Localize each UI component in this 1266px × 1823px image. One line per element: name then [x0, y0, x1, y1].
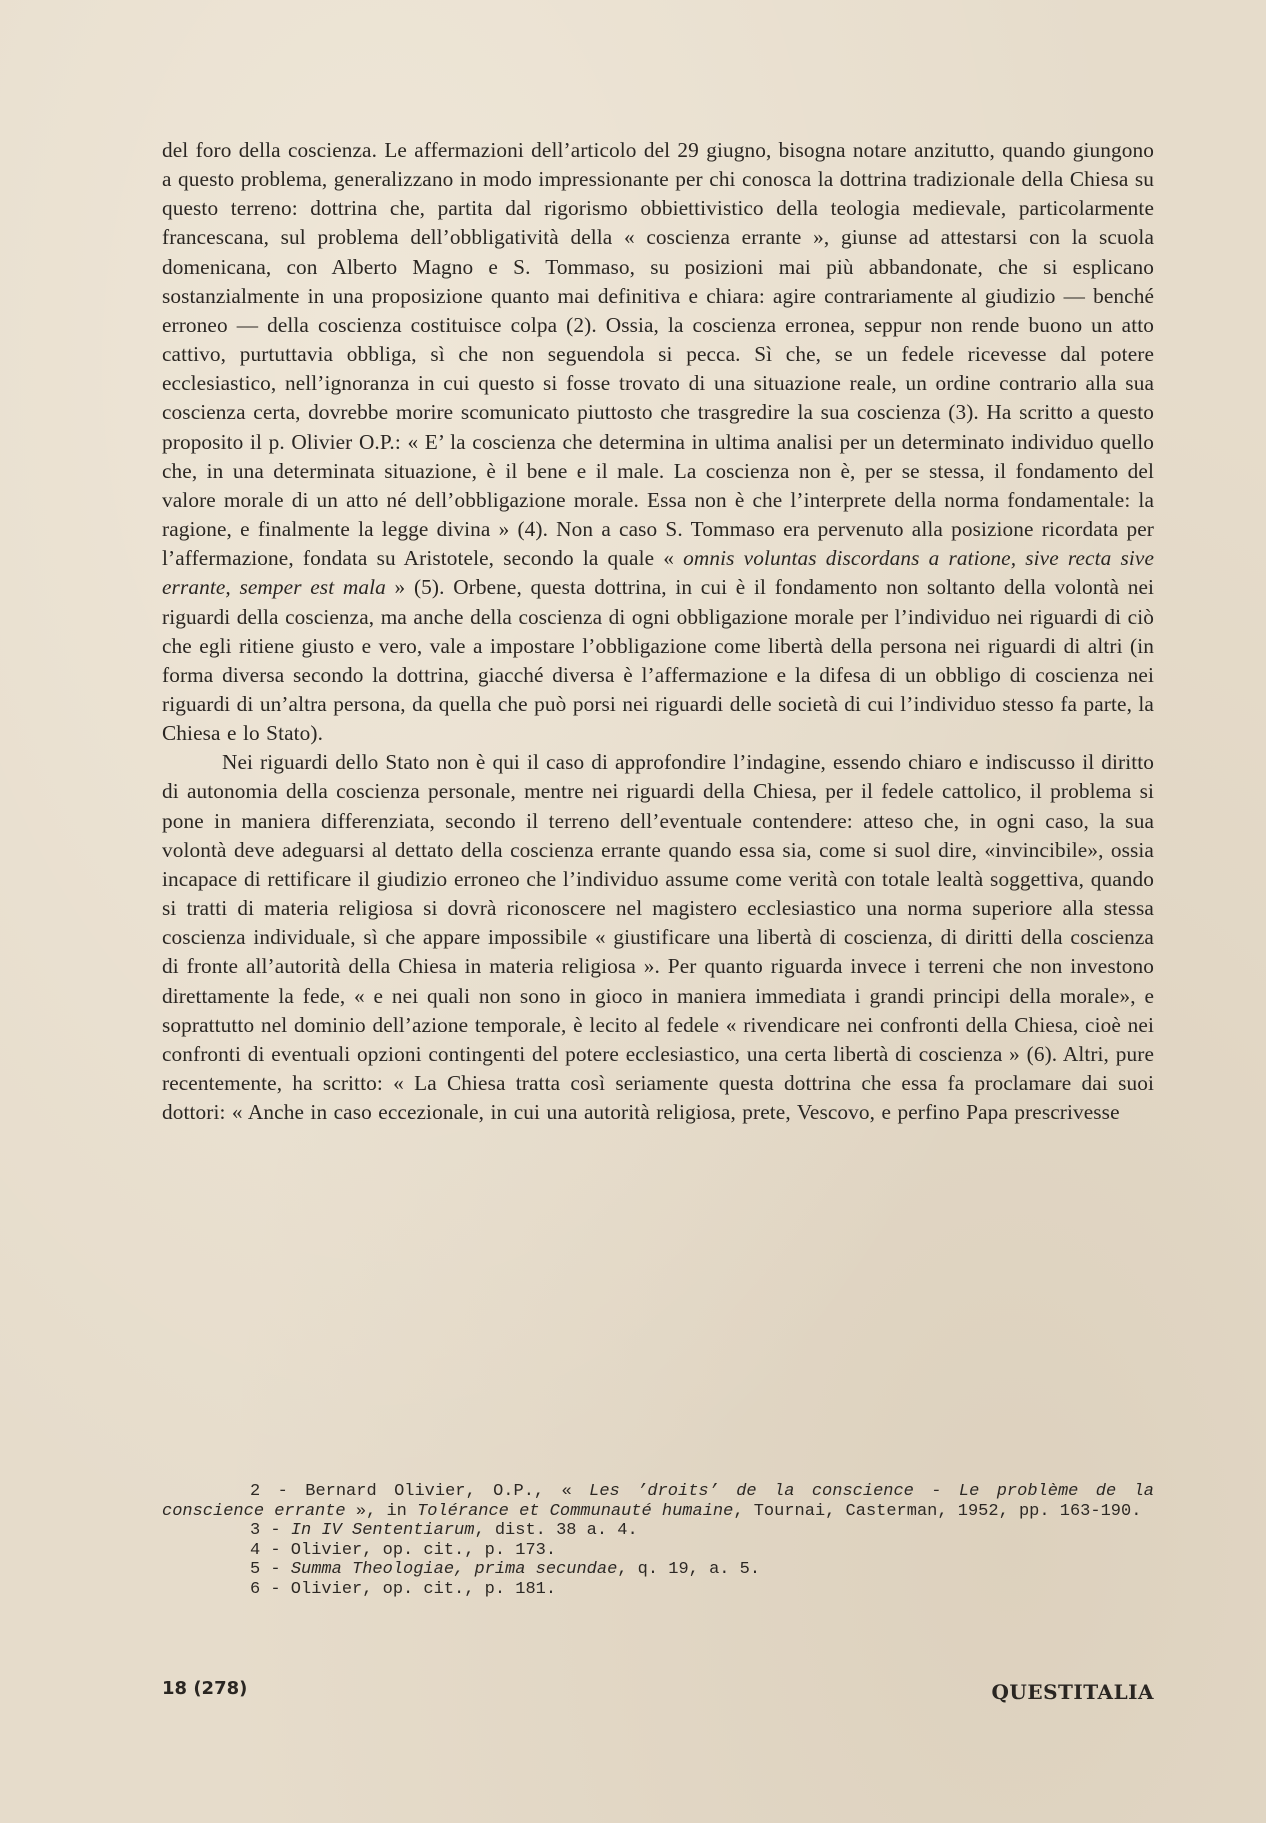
footnote-2-book: Tolérance et Communauté humaine — [417, 1501, 734, 1521]
latin-quote: omnis voluntas discordans a ratione, sive recta sive errante, semper est mala — [162, 546, 1154, 600]
footnotes — [162, 1482, 1154, 1600]
footnote-5-title: Summa Theologiae, prima secundae — [290, 1560, 618, 1580]
footnote-5: 5 - Summa Theologiae, prima secundae, q. 19, a. 5. — [250, 1560, 761, 1580]
paragraph-1-text-b: » (5). Orbene, questa dottrina, in cui è il fondamento non soltanto della volontà nei riguardi della coscienza, ma anche della coscienza di ogni obbligazione morale per l’individuo nei riguardi di ciò che egli ritiene giusto e vero, vale a impostare l’obbligazione come libertà della persona nei riguardi di altri (in forma diversa secondo la dottrina, giacché diversa è l’affermazione e la difesa di un obbligo di coscienza nei riguardi di un’altra persona, da quella che può porsi nei riguardi delle società di cui l’individuo stesso fa parte, la Chiesa e lo Stato). — [162, 575, 1155, 746]
main-text — [162, 136, 1154, 1127]
paragraph-1 — [162, 136, 1154, 748]
footnote-6: 6 - Olivier, op. cit., p. 181. — [250, 1579, 557, 1599]
paragraph-1-text-a: del foro della coscienza. Le affermazioni dell’articolo del 29 giugno, bisogna notare anzitutto, quando giungono a questo problema, generalizzano in modo impressionante per chi conosca la dottrina tradizionale della Chiesa su questo terreno: dottrina che, partita dal rigorismo obbiettivistico della teologia medievale, particolarmente francescana, sul problema dell’obbligatività della « coscienza errante », giunse ad attestarsi con la scuola domenicana, con Alberto Magno e S. Tommaso, su posizioni mai più abbandonate, che si esplicano sostanzialmente in una proposizione quanto mai definitiva e chiara: agire contrariamente al giudizio — benché erroneo — della coscienza costituisce colpa (2). Ossia, la coscienza erronea, seppur non rende buono un atto cattivo, purtuttavia obbliga, sì che non seguendola si pecca. Sì che, se un fedele ricevesse dal potere ecclesiastico, nell’ignoranza in cui questo si fosse trovato di una situazione reale, un ordine contrario alla sua coscienza certa, dovrebbe morire scomunicato piuttosto che trasgredire la sua coscienza (3). Ha scritto a questo proposito il p. Olivier O.P.: « E’ la coscienza che determina in ultima analisi per un determinato individuo quello che, in una determinata situazione, è il bene e il male. La coscienza non è, per se stessa, il fondamento del valore morale di un atto né dell’obbligazione morale. Essa non è che l’interprete della norma fondamentale: la ragione, e finalmente la legge divina » (4). Non a caso S. Tommaso era pervenuto alla posizione ricordata per l’affermazione, fondata su Aristotele, secondo la quale « — [162, 138, 1154, 571]
footnote-2-title: Les ’droits’ de la conscience - Le problème de la conscience errante — [162, 1482, 1154, 1521]
page-number: 18 (278) — [162, 1678, 248, 1699]
footnote-3: 3 - In IV Sententiarum, dist. 38 a. 4. — [250, 1521, 638, 1541]
footnote-4: 4 - Olivier, op. cit., p. 173. — [250, 1540, 557, 1560]
footnote-3-title: In IV Sententiarum — [290, 1521, 475, 1541]
journal-name: QUESTITALIA — [991, 1680, 1154, 1704]
page-footer — [162, 1678, 1154, 1708]
paragraph-2: Nei riguardi dello Stato non è qui il caso di approfondire l’indagine, essendo chiaro e indiscusso il diritto di autonomia della coscienza personale, mentre nei riguardi della Chiesa, per il fedele cattolico, il problema si pone in maniera differenziata, secondo il terreno dell’eventuale contendere: atteso che, in ogni caso, la sua volontà deve adeguarsi al dettato della coscienza errante quando essa sia, come si suol dire, «invincibile», ossia incapace di rettificare il giudizio erroneo che l’individuo assume come verità con totale lealtà soggettiva, quando si tratti di materia religiosa si dovrà riconoscere nel magistero ecclesiastico una norma superiore alla stessa coscienza individuale, sì che appare impossibile « giustificare una libertà di coscienza, di diritti della coscienza di fronte all’autorità della Chiesa in materia religiosa ». Per quanto riguarda invece i terreni che non investono direttamente la fede, « e nei quali non sono in gioco in maniera immediata i grandi principi della morale», e soprattutto nel dominio dell’azione temporale, è lecito al fedele « rivendicare nei confronti della Chiesa, cioè nei confronti di eventuali opzioni contingenti del potere ecclesiastico, una certa libertà di coscienza » (6). Altri, pure recentemente, ha scritto: « La Chiesa tratta così seriamente questa dottrina che essa fa proclamare dai suoi dottori: « Anche in caso eccezionale, in cui una autorità religiosa, prete, Vescovo, e perfino Papa prescrivesse — [162, 750, 1154, 1125]
footnote-2: 2 - Bernard Olivier, O.P., « Les ’droits’ de la conscience - Le problème de la conscience errante », in Tolérance et Communauté humaine, Tournai, Casterman, 1952, pp. 163-190. — [162, 1482, 1154, 1521]
